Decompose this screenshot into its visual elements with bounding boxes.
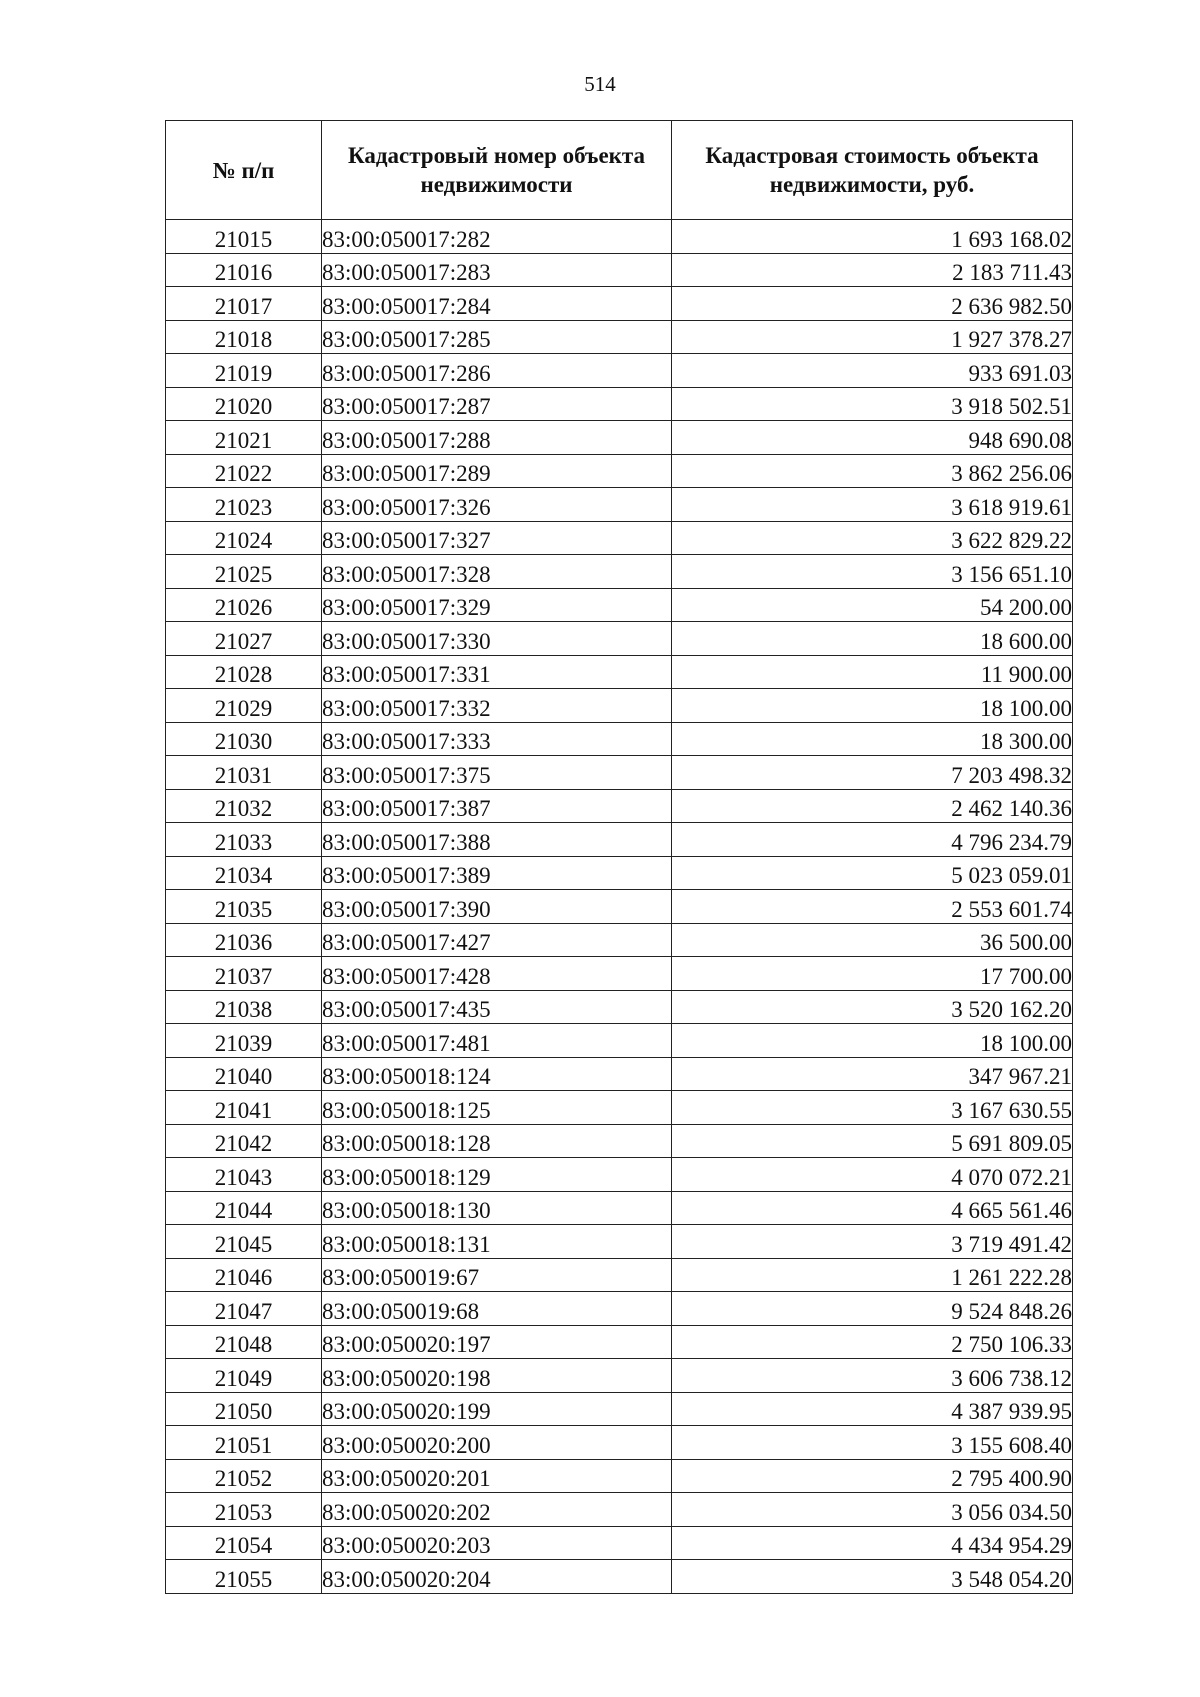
table-row — [166, 1426, 1073, 1460]
table-row — [166, 1526, 1073, 1560]
cadastral-number-cell: 83:00:050017:329 — [322, 588, 672, 622]
cadastral-value-cell: 2 183 711.43 — [672, 253, 1073, 287]
table-row — [166, 890, 1073, 924]
table-row — [166, 1258, 1073, 1292]
cadastral-number-cell: 83:00:050017:375 — [322, 756, 672, 790]
table-row — [166, 588, 1073, 622]
table-row — [166, 1124, 1073, 1158]
cadastral-number-cell: 83:00:050017:327 — [322, 521, 672, 555]
row-number-cell: 21037 — [166, 957, 322, 991]
table-row — [166, 320, 1073, 354]
cadastral-value-cell: 3 548 054.20 — [672, 1560, 1073, 1594]
cadastral-value-cell: 3 520 162.20 — [672, 990, 1073, 1024]
row-number-cell: 21022 — [166, 454, 322, 488]
cadastral-number-cell: 83:00:050017:284 — [322, 287, 672, 321]
cadastral-value-cell: 5 691 809.05 — [672, 1124, 1073, 1158]
row-number-cell: 21028 — [166, 655, 322, 689]
table-row — [166, 823, 1073, 857]
table-row — [166, 1292, 1073, 1326]
cadastral-value-cell: 2 795 400.90 — [672, 1459, 1073, 1493]
cadastral-value-cell: 1 693 168.02 — [672, 220, 1073, 254]
cadastral-value-cell: 1 261 222.28 — [672, 1258, 1073, 1292]
cadastral-number-cell: 83:00:050020:199 — [322, 1392, 672, 1426]
cadastral-value-cell: 4 070 072.21 — [672, 1158, 1073, 1192]
cadastral-value-cell: 347 967.21 — [672, 1057, 1073, 1091]
row-number-cell: 21055 — [166, 1560, 322, 1594]
cadastral-number-cell: 83:00:050020:197 — [322, 1325, 672, 1359]
row-number-cell: 21050 — [166, 1392, 322, 1426]
cadastral-value-table — [165, 120, 1073, 1594]
row-number-cell: 21019 — [166, 354, 322, 388]
cadastral-number-cell: 83:00:050018:129 — [322, 1158, 672, 1192]
cadastral-number-cell: 83:00:050017:286 — [322, 354, 672, 388]
cadastral-value-cell: 18 300.00 — [672, 722, 1073, 756]
cadastral-number-cell: 83:00:050017:427 — [322, 923, 672, 957]
row-number-cell: 21018 — [166, 320, 322, 354]
cadastral-value-cell: 36 500.00 — [672, 923, 1073, 957]
cadastral-number-cell: 83:00:050017:481 — [322, 1024, 672, 1058]
row-number-cell: 21046 — [166, 1258, 322, 1292]
cadastral-value-cell: 7 203 498.32 — [672, 756, 1073, 790]
cadastral-number-cell: 83:00:050018:125 — [322, 1091, 672, 1125]
cadastral-number-cell: 83:00:050017:331 — [322, 655, 672, 689]
table-row — [166, 1158, 1073, 1192]
table-row — [166, 1493, 1073, 1527]
row-number-cell: 21033 — [166, 823, 322, 857]
table-row — [166, 555, 1073, 589]
row-number-cell: 21027 — [166, 622, 322, 656]
row-number-cell: 21025 — [166, 555, 322, 589]
cadastral-number-cell: 83:00:050017:287 — [322, 387, 672, 421]
cadastral-value-cell: 3 155 608.40 — [672, 1426, 1073, 1460]
cadastral-number-cell: 83:00:050017:435 — [322, 990, 672, 1024]
cadastral-number-cell: 83:00:050020:204 — [322, 1560, 672, 1594]
table-row — [166, 387, 1073, 421]
row-number-cell: 21024 — [166, 521, 322, 555]
row-number-cell: 21017 — [166, 287, 322, 321]
row-number-cell: 21049 — [166, 1359, 322, 1393]
cadastral-value-cell: 5 023 059.01 — [672, 856, 1073, 890]
page-number: 514 — [584, 72, 616, 96]
table-row — [166, 1560, 1073, 1594]
cadastral-value-cell: 2 750 106.33 — [672, 1325, 1073, 1359]
cadastral-value-cell: 9 524 848.26 — [672, 1292, 1073, 1326]
table-row — [166, 253, 1073, 287]
cadastral-number-cell: 83:00:050018:131 — [322, 1225, 672, 1259]
cadastral-number-cell: 83:00:050017:330 — [322, 622, 672, 656]
row-number-cell: 21021 — [166, 421, 322, 455]
cadastral-value-cell: 4 387 939.95 — [672, 1392, 1073, 1426]
cadastral-number-cell: 83:00:050017:389 — [322, 856, 672, 890]
row-number-cell: 21020 — [166, 387, 322, 421]
row-number-cell: 21047 — [166, 1292, 322, 1326]
header-row — [166, 121, 1073, 220]
table-row — [166, 1359, 1073, 1393]
cadastral-value-cell: 4 665 561.46 — [672, 1191, 1073, 1225]
row-number-cell: 21044 — [166, 1191, 322, 1225]
row-number-cell: 21045 — [166, 1225, 322, 1259]
row-number-cell: 21016 — [166, 253, 322, 287]
table-row — [166, 1325, 1073, 1359]
cadastral-number-cell: 83:00:050017:282 — [322, 220, 672, 254]
row-number-cell: 21015 — [166, 220, 322, 254]
cadastral-value-cell: 18 600.00 — [672, 622, 1073, 656]
header-cadastral-number: Кадастровый номер объекта недвижимости — [322, 121, 672, 220]
cadastral-number-cell: 83:00:050019:67 — [322, 1258, 672, 1292]
cadastral-value-cell: 1 927 378.27 — [672, 320, 1073, 354]
table-row — [166, 488, 1073, 522]
row-number-cell: 21030 — [166, 722, 322, 756]
cadastral-number-cell: 83:00:050017:289 — [322, 454, 672, 488]
cadastral-number-cell: 83:00:050018:124 — [322, 1057, 672, 1091]
cadastral-value-cell: 4 434 954.29 — [672, 1526, 1073, 1560]
row-number-cell: 21032 — [166, 789, 322, 823]
row-number-cell: 21029 — [166, 689, 322, 723]
table-row — [166, 856, 1073, 890]
cadastral-value-cell: 2 462 140.36 — [672, 789, 1073, 823]
cadastral-value-cell: 4 796 234.79 — [672, 823, 1073, 857]
table-row — [166, 957, 1073, 991]
cadastral-value-cell: 3 618 919.61 — [672, 488, 1073, 522]
row-number-cell: 21042 — [166, 1124, 322, 1158]
cadastral-value-cell: 3 622 829.22 — [672, 521, 1073, 555]
cadastral-number-cell: 83:00:050020:201 — [322, 1459, 672, 1493]
table-row — [166, 1392, 1073, 1426]
table-body — [166, 220, 1073, 1594]
table-row — [166, 756, 1073, 790]
table-row — [166, 1191, 1073, 1225]
table-row — [166, 990, 1073, 1024]
cadastral-value-cell: 3 167 630.55 — [672, 1091, 1073, 1125]
cadastral-value-cell: 18 100.00 — [672, 1024, 1073, 1058]
row-number-cell: 21038 — [166, 990, 322, 1024]
table-row — [166, 521, 1073, 555]
table-header — [166, 121, 1073, 220]
cadastral-value-cell: 3 918 502.51 — [672, 387, 1073, 421]
cadastral-value-cell: 3 862 256.06 — [672, 454, 1073, 488]
cadastral-number-cell: 83:00:050018:128 — [322, 1124, 672, 1158]
header-cadastral-value: Кадастровая стоимость объекта недвижимости, руб. — [672, 121, 1073, 220]
row-number-cell: 21034 — [166, 856, 322, 890]
row-number-cell: 21026 — [166, 588, 322, 622]
row-number-cell: 21054 — [166, 1526, 322, 1560]
row-number-cell: 21023 — [166, 488, 322, 522]
cadastral-number-cell: 83:00:050017:283 — [322, 253, 672, 287]
cadastral-number-cell: 83:00:050017:388 — [322, 823, 672, 857]
row-number-cell: 21040 — [166, 1057, 322, 1091]
cadastral-value-cell: 17 700.00 — [672, 957, 1073, 991]
row-number-cell: 21039 — [166, 1024, 322, 1058]
row-number-cell: 21036 — [166, 923, 322, 957]
row-number-cell: 21048 — [166, 1325, 322, 1359]
table-row — [166, 354, 1073, 388]
cadastral-value-cell: 2 636 982.50 — [672, 287, 1073, 321]
cadastral-number-cell: 83:00:050020:202 — [322, 1493, 672, 1527]
cadastral-value-cell: 54 200.00 — [672, 588, 1073, 622]
row-number-cell: 21031 — [166, 756, 322, 790]
cadastral-number-cell: 83:00:050017:390 — [322, 890, 672, 924]
table-row — [166, 722, 1073, 756]
cadastral-value-cell: 933 691.03 — [672, 354, 1073, 388]
table-row — [166, 220, 1073, 254]
cadastral-number-cell: 83:00:050019:68 — [322, 1292, 672, 1326]
row-number-cell: 21053 — [166, 1493, 322, 1527]
table-row — [166, 622, 1073, 656]
cadastral-number-cell: 83:00:050017:387 — [322, 789, 672, 823]
table-row — [166, 1225, 1073, 1259]
cadastral-number-cell: 83:00:050017:333 — [322, 722, 672, 756]
cadastral-value-cell: 948 690.08 — [672, 421, 1073, 455]
table-row — [166, 287, 1073, 321]
table-row — [166, 1091, 1073, 1125]
cadastral-number-cell: 83:00:050020:203 — [322, 1526, 672, 1560]
table-row — [166, 421, 1073, 455]
cadastral-number-cell: 83:00:050017:285 — [322, 320, 672, 354]
cadastral-value-cell: 3 056 034.50 — [672, 1493, 1073, 1527]
cadastral-number-cell: 83:00:050020:200 — [322, 1426, 672, 1460]
table-row — [166, 1459, 1073, 1493]
table-row — [166, 789, 1073, 823]
row-number-cell: 21043 — [166, 1158, 322, 1192]
header-row-number: № п/п — [166, 121, 322, 220]
row-number-cell: 21052 — [166, 1459, 322, 1493]
cadastral-value-cell: 3 156 651.10 — [672, 555, 1073, 589]
table-row — [166, 655, 1073, 689]
cadastral-value-cell: 2 553 601.74 — [672, 890, 1073, 924]
table-row — [166, 923, 1073, 957]
cadastral-number-cell: 83:00:050018:130 — [322, 1191, 672, 1225]
row-number-cell: 21051 — [166, 1426, 322, 1460]
table-row — [166, 1057, 1073, 1091]
cadastral-number-cell: 83:00:050020:198 — [322, 1359, 672, 1393]
table-row — [166, 1024, 1073, 1058]
cadastral-number-cell: 83:00:050017:332 — [322, 689, 672, 723]
row-number-cell: 21035 — [166, 890, 322, 924]
cadastral-value-cell: 3 719 491.42 — [672, 1225, 1073, 1259]
cadastral-number-cell: 83:00:050017:328 — [322, 555, 672, 589]
cadastral-value-cell: 11 900.00 — [672, 655, 1073, 689]
cadastral-number-cell: 83:00:050017:326 — [322, 488, 672, 522]
table-row — [166, 454, 1073, 488]
row-number-cell: 21041 — [166, 1091, 322, 1125]
cadastral-number-cell: 83:00:050017:288 — [322, 421, 672, 455]
cadastral-value-cell: 18 100.00 — [672, 689, 1073, 723]
cadastral-value-cell: 3 606 738.12 — [672, 1359, 1073, 1393]
table-row — [166, 689, 1073, 723]
cadastral-number-cell: 83:00:050017:428 — [322, 957, 672, 991]
